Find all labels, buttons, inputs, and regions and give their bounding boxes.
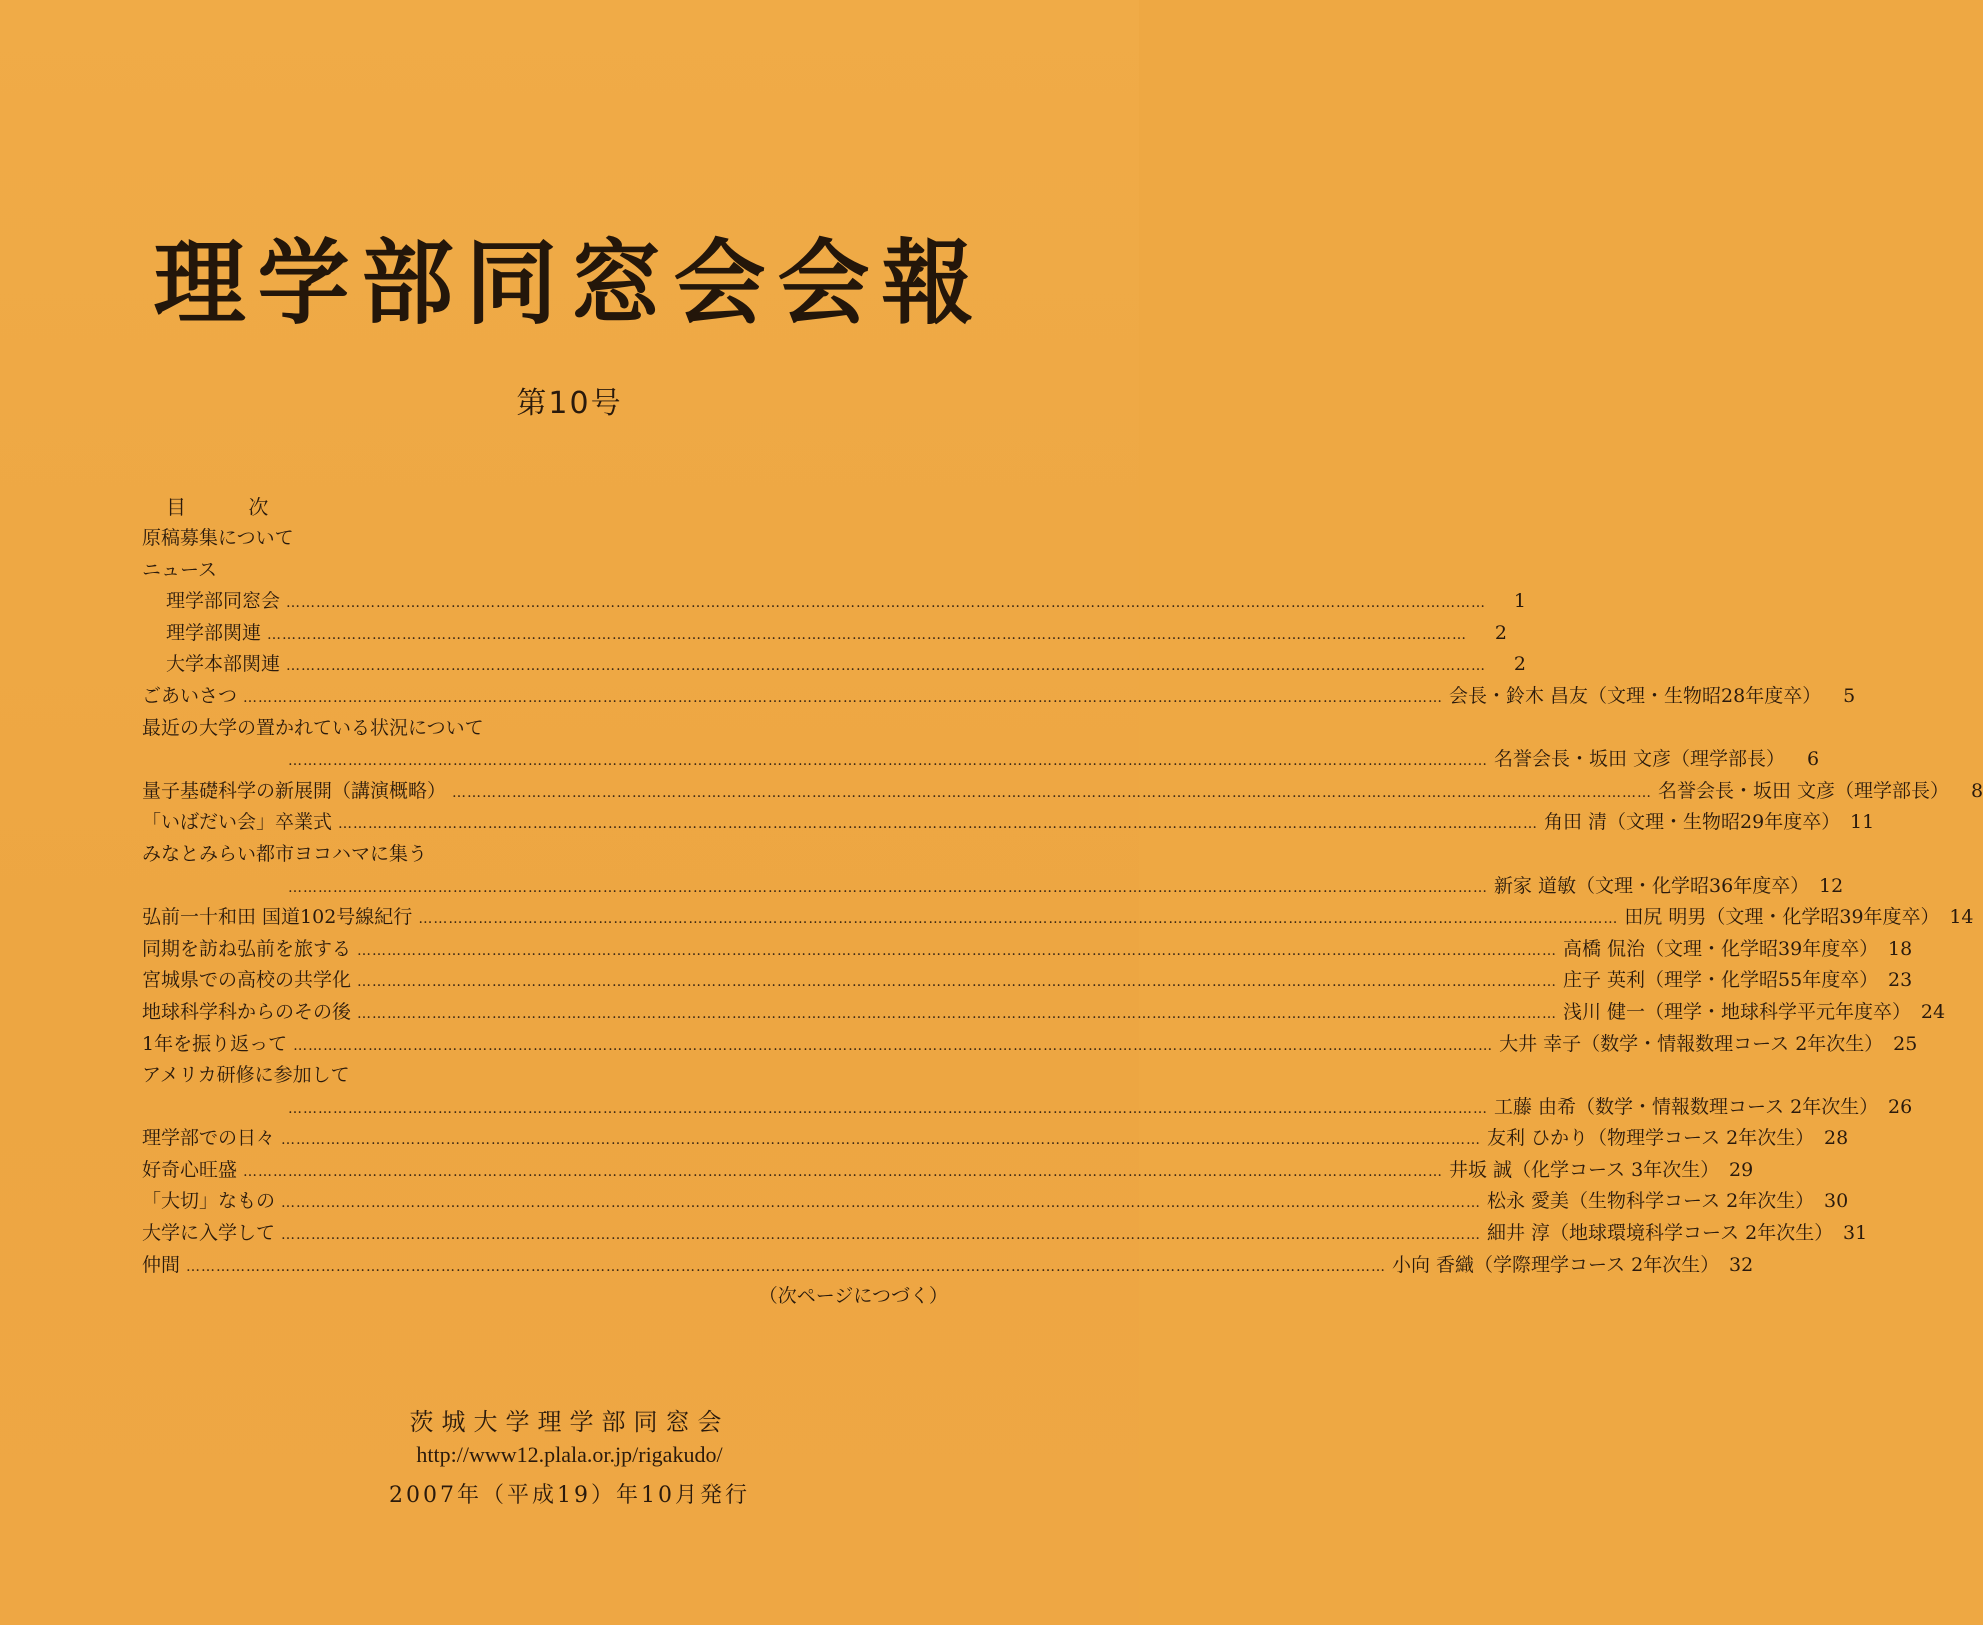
toc-entry-title: 理学部同窓会 [166,590,281,613]
toc-entry-author: 名誉会長・坂田 文彦（理学部長） [1494,748,1786,771]
toc-entry-author: 会長・鈴木 昌友（文理・生物昭28年度卒） [1449,684,1822,707]
bulletin-title: 理学部同窓会会報 [153,229,986,337]
toc-entry-title: 「大切」なもの [142,1190,276,1213]
toc-entry-page: 30 [1824,1190,1849,1213]
dot-leader: …………………………………………………………………………………………………………………………………………………………………………………………………………………… [186,1258,1387,1275]
dot-leader: …………………………………………………………………………………………………………………………………………………………………………………………………………………… [288,753,1488,770]
toc-entry [142,934,1913,966]
toc-entry-page: 18 [1888,937,1913,960]
toc-entry [142,555,982,587]
toc-entry-page: 2 [1513,653,1527,676]
toc-entry [142,1092,1913,1124]
toc-entry-page: 24 [1920,1000,1946,1023]
toc-entry [142,839,982,871]
toc-entry-page: 6 [1806,748,1820,771]
toc-entry [142,1186,1849,1218]
toc-entry-author: 田尻 明男（文理・化学昭39年度卒） [1624,906,1940,929]
toc-entry-title: 好奇心旺盛 [142,1158,238,1181]
toc-entry [142,965,1913,997]
toc-entry-author: 小向 香織（学際理学コース 2年次生） [1392,1253,1720,1276]
toc-entry-title: 1年を振り返って [142,1032,288,1055]
dot-leader: …………………………………………………………………………………………………………………………………………………………………………………………………………………… [281,1227,1482,1244]
toc-entry-author: 角田 清（文理・生物昭29年度卒） [1544,811,1841,834]
dot-leader: …………………………………………………………………………………………………………………………………………………………………………………………………………………… [243,689,1444,706]
dot-leader: …………………………………………………………………………………………………………………………………………………………………………………………………………………… [281,1195,1482,1212]
toc-entry-author: 工藤 由希（数学・情報数理コース 2年次生） [1494,1095,1879,1118]
toc-entry-page: 31 [1843,1222,1868,1245]
toc-entry [142,1029,1918,1061]
toc-entry-page: 28 [1824,1127,1849,1150]
dot-leader: …………………………………………………………………………………………………………………………………………………………………………………………………………………… [338,816,1539,833]
toc-entry-title: ごあいさつ [142,684,238,707]
dot-leader: …………………………………………………………………………………………………………………………………………………………………………………………………………………… [288,1100,1488,1117]
continued-note: （次ページにつづく） [758,1285,948,1308]
dot-leader: …………………………………………………………………………………………………………………………………………………………………………………………………………………… [286,595,1487,612]
toc-entry-page: 25 [1893,1032,1918,1055]
toc-entry [142,586,1527,618]
toc-entry [142,1123,1849,1155]
toc-entry [142,523,982,555]
toc-entry-author: 松永 愛美（生物科学コース 2年次生） [1487,1190,1815,1213]
toc-entry-page: 1 [1513,590,1527,613]
dot-leader: …………………………………………………………………………………………………………………………………………………………………………………………………………………… [452,784,1653,801]
toc-entry-title: 「いばだい会」卒業式 [142,811,333,834]
toc-entry-title: 地球科学科からのその後 [142,1000,352,1023]
toc-heading: 目 次 [166,495,297,519]
toc-entry-page: 23 [1888,969,1913,992]
toc-entry-author: 細井 淳（地球環境科学コース 2年次生） [1487,1222,1834,1245]
publication-date: 2007年（平成19）年10月発行 [389,1483,750,1508]
dot-leader: …………………………………………………………………………………………………………………………………………………………………………………………………………………… [293,1037,1494,1054]
toc-entry [142,902,1974,934]
toc-entry-title: 原稿募集について [142,527,294,549]
toc-entry-page: 5 [1843,684,1856,707]
issue-number: 第10号 [516,386,623,421]
dot-leader: …………………………………………………………………………………………………………………………………………………………………………………………………………………… [286,658,1487,675]
toc-entry-author: 大井 幸子（数学・情報数理コース 2年次生） [1499,1032,1884,1055]
toc-entry-title: 理学部関連 [166,621,262,644]
toc-entry-page: 29 [1729,1158,1754,1181]
publisher-url[interactable]: http://www12.plala.or.jp/rigakudo/ [416,1442,723,1467]
toc-entry [142,713,982,745]
toc-entries [142,523,1983,1281]
toc-entry [142,744,1820,776]
toc-entry-author: 井坂 誠（化学コース 3年次生） [1449,1158,1720,1181]
toc-entry-title: ニュース [142,558,218,581]
toc-entry-page: 12 [1819,874,1844,897]
toc-entry [142,618,1508,650]
publisher-name: 茨城大学理学部同窓会 [409,1408,730,1436]
table-of-contents [142,492,1983,1312]
toc-entry-page: 2 [1494,621,1508,644]
toc-entry-title: アメリカ研修に参加して [142,1064,350,1087]
toc-entry-title: 理学部での日々 [142,1127,276,1150]
toc-entry-author: 庄子 英利（理学・化学昭55年度卒） [1563,969,1879,992]
toc-entry-author: 新家 道敏（文理・化学昭36年度卒） [1494,874,1810,897]
dot-leader: …………………………………………………………………………………………………………………………………………………………………………………………………………………… [357,974,1558,991]
toc-entry-title: 同期を訪ね弘前を旅する [142,937,352,960]
toc-entry-title: 宮城県での高校の共学化 [142,969,352,992]
dot-leader: …………………………………………………………………………………………………………………………………………………………………………………………………………………… [281,1132,1482,1149]
dot-leader: …………………………………………………………………………………………………………………………………………………………………………………………………………………… [267,626,1468,643]
dot-leader: …………………………………………………………………………………………………………………………………………………………………………………………………………………… [418,911,1619,928]
dot-leader: …………………………………………………………………………………………………………………………………………………………………………………………………………………… [288,879,1488,896]
toc-entry-author: 名誉会長・坂田 文彦（理学部長） [1658,779,1950,802]
toc-entry [142,871,1844,903]
toc-entry-page: 14 [1949,906,1974,929]
toc-entry-page: 8 [1970,779,1983,802]
toc-entry-author: 高橋 侃治（文理・化学昭39年度卒） [1563,937,1879,960]
toc-entry-author: 浅川 健一（理学・地球科学平元年度卒） [1563,1000,1912,1023]
toc-entry-title: 最近の大学の置かれている状況について [142,716,484,739]
toc-entry-title: 大学本部関連 [166,653,281,676]
dot-leader: …………………………………………………………………………………………………………………………………………………………………………………………………………………… [357,942,1558,959]
toc-entry [142,1218,1868,1250]
dot-leader: …………………………………………………………………………………………………………………………………………………………………………………………………………………… [243,1163,1444,1180]
dot-leader: …………………………………………………………………………………………………………………………………………………………………………………………………………………… [357,1005,1558,1022]
toc-entry [142,649,1527,681]
toc-entry-title: 弘前一十和田 国道102号線紀行 [142,906,413,929]
toc-entry [142,1155,1754,1187]
toc-entry-author: 友利 ひかり（物理学コース 2年次生） [1487,1127,1815,1150]
toc-entry-page: 11 [1850,811,1875,834]
toc-entry-title: 大学に入学して [142,1222,276,1245]
toc-entry [142,776,1983,808]
toc-entry-page: 26 [1888,1095,1913,1118]
toc-entry [142,681,1856,713]
toc-entry [142,1060,982,1092]
toc-entry [142,1250,1754,1282]
toc-entry-title: みなとみらい都市ヨコハマに集う [142,842,428,865]
toc-entry [142,807,1875,839]
toc-entry-page: 32 [1729,1253,1754,1276]
toc-entry [142,997,1946,1029]
toc-entry-title: 仲間 [142,1253,181,1276]
toc-entry-title: 量子基礎科学の新展開（講演概略） [142,779,447,802]
